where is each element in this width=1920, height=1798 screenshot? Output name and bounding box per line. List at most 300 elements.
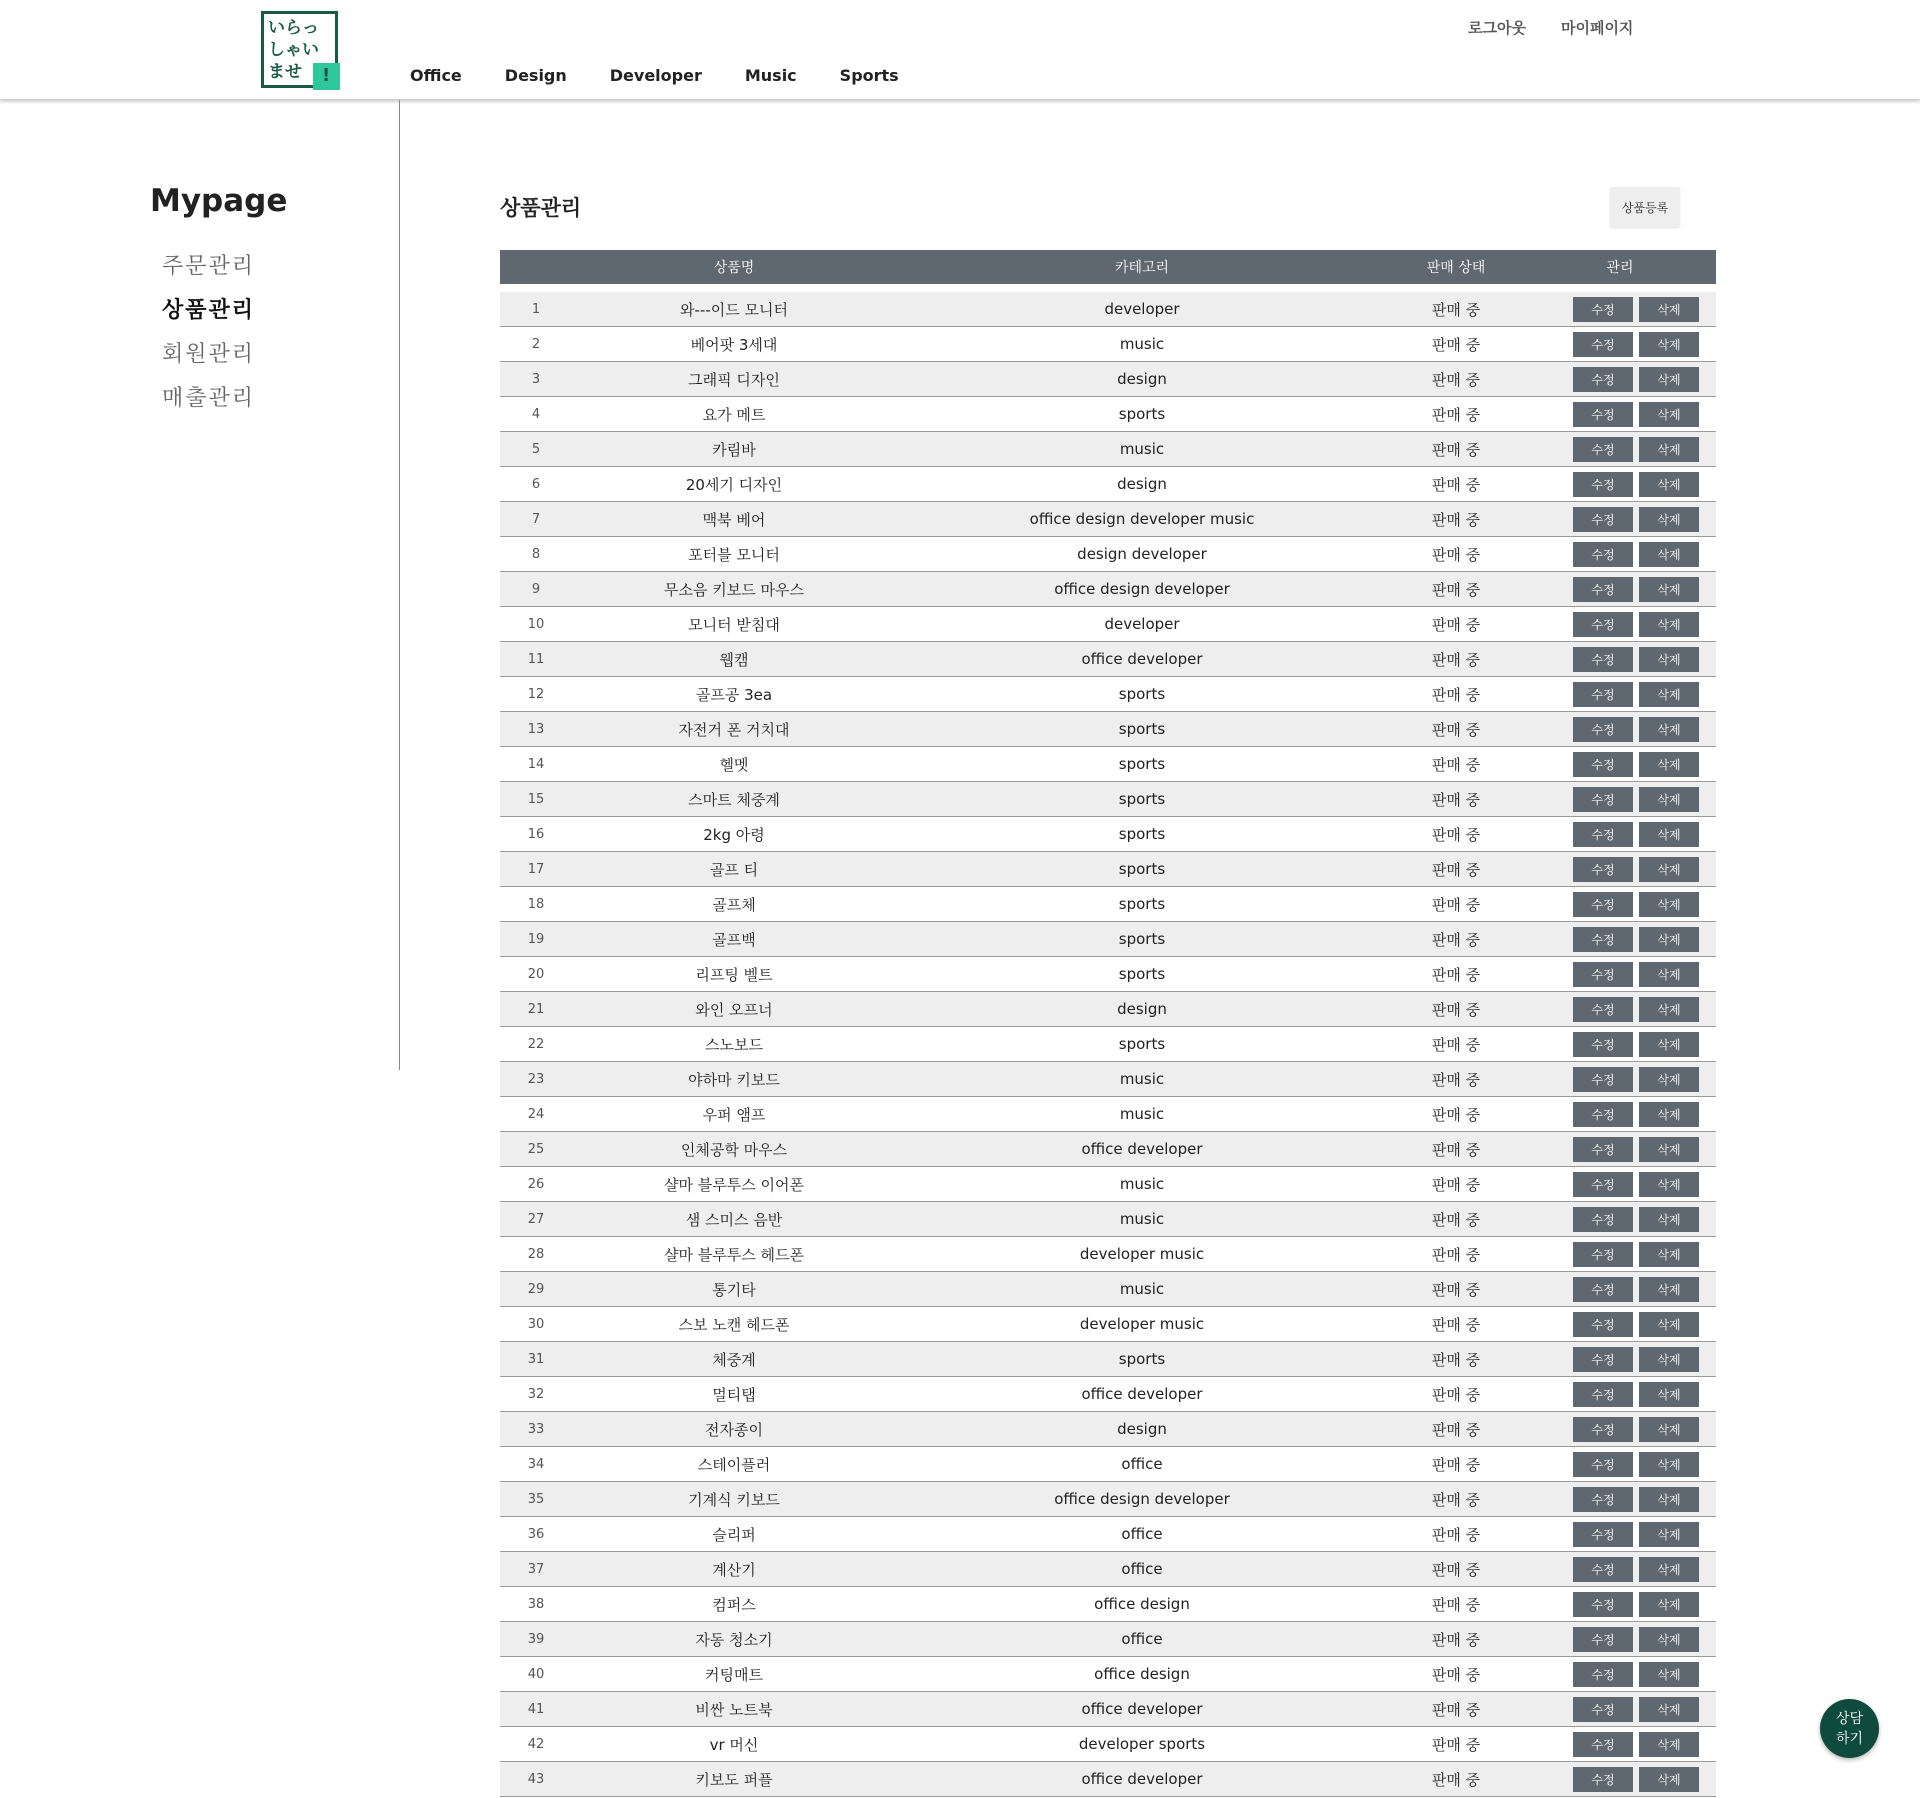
product-category: office design developer music (1029, 510, 1255, 528)
product-category: sports (1118, 930, 1166, 948)
edit-button[interactable]: 수정 (1573, 297, 1633, 322)
row-actions (1524, 507, 1716, 532)
sale-status: 판매 중 (1431, 860, 1481, 879)
row-actions (1524, 787, 1716, 812)
delete-button[interactable]: 삭제 (1639, 752, 1699, 777)
row-number: 38 (527, 1596, 545, 1612)
product-category: office developer (1081, 1770, 1203, 1788)
table-header (500, 250, 1716, 284)
row-actions (1524, 1137, 1716, 1162)
sale-status: 판매 중 (1431, 1560, 1481, 1579)
edit-button[interactable]: 수정 (1573, 717, 1633, 742)
product-category: design developer (1077, 545, 1207, 563)
product-category: office developer (1081, 650, 1203, 668)
table-row (500, 1237, 1716, 1272)
edit-button[interactable]: 수정 (1573, 1732, 1633, 1757)
delete-button[interactable]: 삭제 (1639, 787, 1699, 812)
nav-sports[interactable]: Sports (839, 66, 899, 85)
sale-status: 판매 중 (1431, 685, 1481, 704)
product-category: office design (1094, 1595, 1190, 1613)
delete-button[interactable]: 삭제 (1639, 1137, 1699, 1162)
row-number: 39 (527, 1631, 545, 1647)
row-actions (1524, 367, 1716, 392)
product-name: 스노보드 (705, 1035, 763, 1054)
sale-status: 판매 중 (1431, 1420, 1481, 1439)
main-nav (410, 66, 942, 85)
table-row (500, 712, 1716, 747)
product-category: developer (1104, 300, 1180, 318)
product-name: 무소음 키보드 마우스 (664, 580, 804, 599)
row-actions (1524, 437, 1716, 462)
delete-button[interactable]: 삭제 (1639, 332, 1699, 357)
table-row (500, 1762, 1716, 1797)
nav-office[interactable]: Office (410, 66, 462, 85)
row-number: 42 (527, 1736, 545, 1752)
delete-button[interactable]: 삭제 (1639, 1732, 1699, 1757)
delete-button[interactable]: 삭제 (1639, 1767, 1699, 1792)
row-number: 35 (527, 1491, 545, 1507)
edit-button[interactable]: 수정 (1573, 1627, 1633, 1652)
logo-line3: ませ (268, 62, 302, 82)
delete-button[interactable]: 삭제 (1639, 367, 1699, 392)
edit-button[interactable]: 수정 (1573, 1382, 1633, 1407)
sale-status: 판매 중 (1431, 1070, 1481, 1089)
product-name: 골프공 3ea (695, 685, 773, 704)
product-name: 우퍼 앰프 (702, 1105, 766, 1124)
delete-button[interactable]: 삭제 (1639, 647, 1699, 672)
table-row (500, 1412, 1716, 1447)
table-row (500, 1587, 1716, 1622)
sidebar-item-products[interactable]: 상품관리 (162, 298, 256, 323)
sidebar-item-sales[interactable]: 매출관리 (162, 386, 256, 411)
table-row (500, 607, 1716, 642)
row-actions (1524, 472, 1716, 497)
row-actions (1524, 577, 1716, 602)
nav-developer[interactable]: Developer (609, 66, 702, 85)
product-category: sports (1118, 1350, 1166, 1368)
delete-button[interactable]: 삭제 (1639, 612, 1699, 637)
sale-status: 판매 중 (1431, 650, 1481, 669)
product-category: sports (1118, 895, 1166, 913)
product-name: 그래픽 디자인 (688, 370, 780, 389)
product-category: office developer (1081, 1385, 1203, 1403)
sale-status: 판매 중 (1431, 510, 1481, 529)
sale-status: 판매 중 (1431, 1035, 1481, 1054)
delete-button[interactable]: 삭제 (1639, 1172, 1699, 1197)
delete-button[interactable]: 삭제 (1639, 1067, 1699, 1092)
row-number: 4 (531, 406, 541, 422)
product-name: 키보도 퍼플 (695, 1770, 773, 1789)
edit-button[interactable]: 수정 (1573, 1242, 1633, 1267)
product-category: office developer (1081, 1700, 1203, 1718)
product-category: office design developer (1054, 1490, 1230, 1508)
product-name: 스보 노캔 헤드폰 (678, 1315, 790, 1334)
row-number: 27 (527, 1211, 545, 1227)
edit-button[interactable]: 수정 (1573, 1557, 1633, 1582)
product-name: 계산기 (712, 1560, 756, 1579)
table-row (500, 432, 1716, 467)
row-number: 11 (527, 651, 545, 667)
product-name: 기계식 키보드 (688, 1490, 780, 1509)
sale-status: 판매 중 (1431, 440, 1481, 459)
row-actions (1524, 997, 1716, 1022)
product-category: developer music (1079, 1315, 1205, 1333)
product-name: 2kg 아령 (703, 825, 765, 844)
edit-button[interactable]: 수정 (1573, 1172, 1633, 1197)
delete-button[interactable]: 삭제 (1639, 437, 1699, 462)
delete-button[interactable]: 삭제 (1639, 927, 1699, 952)
product-category: office (1121, 1560, 1163, 1578)
delete-button[interactable]: 삭제 (1639, 577, 1699, 602)
delete-button[interactable]: 삭제 (1639, 1102, 1699, 1127)
site-logo[interactable] (261, 11, 341, 91)
delete-button[interactable]: 삭제 (1639, 682, 1699, 707)
nav-music[interactable]: Music (744, 66, 797, 85)
edit-button[interactable]: 수정 (1573, 1522, 1633, 1547)
delete-button[interactable]: 삭제 (1639, 1662, 1699, 1687)
product-name: 카림바 (712, 440, 756, 459)
table-row (500, 1062, 1716, 1097)
edit-button[interactable]: 수정 (1573, 1207, 1633, 1232)
edit-button[interactable]: 수정 (1573, 1697, 1633, 1722)
row-number: 10 (527, 616, 545, 632)
delete-button[interactable]: 삭제 (1639, 717, 1699, 742)
product-category: sports (1118, 860, 1166, 878)
row-actions (1524, 1557, 1716, 1582)
delete-button[interactable]: 삭제 (1639, 962, 1699, 987)
row-actions (1524, 1452, 1716, 1477)
sale-status: 판매 중 (1431, 1350, 1481, 1369)
row-number: 37 (527, 1561, 545, 1577)
product-name: 20세기 디자인 (685, 475, 783, 494)
edit-button[interactable]: 수정 (1573, 1312, 1633, 1337)
sale-status: 판매 중 (1431, 1665, 1481, 1684)
product-name: 골프 티 (709, 860, 759, 879)
sale-status: 판매 중 (1431, 580, 1481, 599)
product-name: 샬마 블루투스 헤드폰 (664, 1245, 804, 1264)
product-name: 체중계 (712, 1350, 756, 1369)
product-category: design (1117, 475, 1167, 493)
table-row (500, 362, 1716, 397)
sale-status: 판매 중 (1431, 825, 1481, 844)
table-row (500, 1727, 1716, 1762)
row-number: 30 (527, 1316, 545, 1332)
register-product-button[interactable]: 상품등록 (1610, 187, 1680, 227)
row-actions (1524, 402, 1716, 427)
product-category: music (1119, 335, 1165, 353)
product-category: music (1119, 440, 1165, 458)
product-category: sports (1118, 755, 1166, 773)
row-number: 18 (527, 896, 545, 912)
row-number: 14 (527, 756, 545, 772)
edit-button[interactable]: 수정 (1573, 612, 1633, 637)
edit-button[interactable]: 수정 (1573, 857, 1633, 882)
table-row (500, 1307, 1716, 1342)
header-category: 카테고리 (1114, 260, 1170, 276)
delete-button[interactable]: 삭제 (1639, 822, 1699, 847)
row-number: 34 (527, 1456, 545, 1472)
table-row (500, 1692, 1716, 1727)
row-number: 15 (527, 791, 545, 807)
delete-button[interactable]: 삭제 (1639, 1627, 1699, 1652)
product-category: developer (1104, 615, 1180, 633)
product-name: 베어팟 3세대 (690, 335, 778, 354)
delete-button[interactable]: 삭제 (1639, 1697, 1699, 1722)
delete-button[interactable]: 삭제 (1639, 297, 1699, 322)
row-actions (1524, 612, 1716, 637)
table-row (500, 397, 1716, 432)
edit-button[interactable]: 수정 (1573, 1767, 1633, 1792)
edit-button[interactable]: 수정 (1573, 472, 1633, 497)
product-category: office (1121, 1630, 1163, 1648)
row-number: 23 (527, 1071, 545, 1087)
sale-status: 판매 중 (1431, 790, 1481, 809)
product-category: sports (1118, 965, 1166, 983)
table-row (500, 1097, 1716, 1132)
edit-button[interactable]: 수정 (1573, 787, 1633, 812)
row-number: 22 (527, 1036, 545, 1052)
delete-button[interactable]: 삭제 (1639, 1522, 1699, 1547)
row-number: 5 (531, 441, 541, 457)
product-category: design (1117, 370, 1167, 388)
product-name: 샘 스미스 음반 (685, 1210, 783, 1229)
product-name: 리프팅 벨트 (695, 965, 773, 984)
product-name: 멀티탭 (712, 1385, 756, 1404)
product-category: sports (1118, 685, 1166, 703)
row-actions (1524, 332, 1716, 357)
edit-button[interactable]: 수정 (1573, 1592, 1633, 1617)
row-actions (1524, 717, 1716, 742)
table-row (500, 1202, 1716, 1237)
product-category: design (1117, 1000, 1167, 1018)
sale-status: 판매 중 (1431, 1595, 1481, 1614)
product-name: 샬마 블루투스 이어폰 (664, 1175, 804, 1194)
edit-button[interactable]: 수정 (1573, 752, 1633, 777)
table-row (500, 1552, 1716, 1587)
product-category: music (1119, 1280, 1165, 1298)
row-actions (1524, 1417, 1716, 1442)
sale-status: 판매 중 (1431, 1245, 1481, 1264)
delete-button[interactable]: 삭제 (1639, 1207, 1699, 1232)
row-actions (1524, 647, 1716, 672)
delete-button[interactable]: 삭제 (1639, 542, 1699, 567)
product-category: office design developer (1054, 580, 1230, 598)
row-number: 6 (531, 476, 541, 492)
edit-button[interactable]: 수정 (1573, 577, 1633, 602)
edit-button[interactable]: 수정 (1573, 332, 1633, 357)
sale-status: 판매 중 (1431, 1700, 1481, 1719)
sale-status: 판매 중 (1431, 930, 1481, 949)
sale-status: 판매 중 (1431, 1140, 1481, 1159)
edit-button[interactable]: 수정 (1573, 1032, 1633, 1057)
table-row (500, 957, 1716, 992)
sale-status: 판매 중 (1431, 370, 1481, 389)
edit-button[interactable]: 수정 (1573, 402, 1633, 427)
row-number: 43 (527, 1771, 545, 1787)
row-number: 3 (531, 371, 541, 387)
row-actions (1524, 1487, 1716, 1512)
nav-design[interactable]: Design (504, 66, 567, 85)
sale-status: 판매 중 (1431, 1490, 1481, 1509)
product-name: 웹캠 (719, 650, 749, 669)
edit-button[interactable]: 수정 (1573, 682, 1633, 707)
delete-button[interactable]: 삭제 (1639, 1242, 1699, 1267)
row-actions (1524, 1347, 1716, 1372)
row-actions (1524, 1172, 1716, 1197)
product-category: office developer (1081, 1140, 1203, 1158)
edit-button[interactable]: 수정 (1573, 1067, 1633, 1092)
table-row (500, 1132, 1716, 1167)
row-actions (1524, 927, 1716, 952)
delete-button[interactable]: 삭제 (1639, 997, 1699, 1022)
edit-button[interactable]: 수정 (1573, 1417, 1633, 1442)
sale-status: 판매 중 (1431, 1455, 1481, 1474)
product-name: 와인 오프너 (695, 1000, 773, 1019)
table-row (500, 1167, 1716, 1202)
edit-button[interactable]: 수정 (1573, 1137, 1633, 1162)
delete-button[interactable]: 삭제 (1639, 1312, 1699, 1337)
product-name: 야하마 키보드 (688, 1070, 780, 1089)
edit-button[interactable]: 수정 (1573, 1277, 1633, 1302)
product-category: sports (1118, 790, 1166, 808)
row-actions (1524, 1032, 1716, 1057)
edit-button[interactable]: 수정 (1573, 997, 1633, 1022)
product-name: 슬리퍼 (712, 1525, 756, 1544)
edit-button[interactable]: 수정 (1573, 927, 1633, 952)
table-row (500, 502, 1716, 537)
product-category: sports (1118, 825, 1166, 843)
chat-button[interactable] (1820, 1699, 1879, 1758)
row-actions (1524, 962, 1716, 987)
delete-button[interactable]: 삭제 (1639, 402, 1699, 427)
product-category: developer music (1079, 1245, 1205, 1263)
delete-button[interactable]: 삭제 (1639, 857, 1699, 882)
sale-status: 판매 중 (1431, 615, 1481, 634)
product-name: 전자종이 (705, 1420, 763, 1439)
edit-button[interactable]: 수정 (1573, 542, 1633, 567)
table-row (500, 1447, 1716, 1482)
delete-button[interactable]: 삭제 (1639, 1277, 1699, 1302)
delete-button[interactable]: 삭제 (1639, 892, 1699, 917)
delete-button[interactable]: 삭제 (1639, 507, 1699, 532)
product-name: 스테이플러 (697, 1455, 771, 1474)
sale-status: 판매 중 (1431, 1525, 1481, 1544)
delete-button[interactable]: 삭제 (1639, 1557, 1699, 1582)
product-name: 자전거 폰 거치대 (678, 720, 790, 739)
table-row (500, 642, 1716, 677)
edit-button[interactable]: 수정 (1573, 647, 1633, 672)
row-number: 9 (531, 581, 541, 597)
table-row (500, 782, 1716, 817)
row-actions (1524, 822, 1716, 847)
edit-button[interactable]: 수정 (1573, 507, 1633, 532)
sidebar-title: Mypage (150, 183, 288, 219)
table-row (500, 887, 1716, 922)
product-name: 자동 청소기 (695, 1630, 773, 1649)
product-name: 모니터 받침대 (688, 615, 780, 634)
product-category: sports (1118, 405, 1166, 423)
sale-status: 판매 중 (1431, 1735, 1481, 1754)
product-name: 와---이드 모니터 (680, 300, 788, 319)
table-row (500, 537, 1716, 572)
edit-button[interactable]: 수정 (1573, 962, 1633, 987)
delete-button[interactable]: 삭제 (1639, 1592, 1699, 1617)
sale-status: 판매 중 (1431, 300, 1481, 319)
sale-status: 판매 중 (1431, 335, 1481, 354)
row-number: 13 (527, 721, 545, 737)
row-number: 17 (527, 861, 545, 877)
table-row (500, 1342, 1716, 1377)
row-actions (1524, 1207, 1716, 1232)
edit-button[interactable]: 수정 (1573, 892, 1633, 917)
product-name: 스마트 체중계 (688, 790, 780, 809)
chat-label-line1: 상담 (1835, 1710, 1864, 1727)
product-category: sports (1118, 1035, 1166, 1053)
sidebar-menu (162, 251, 255, 427)
table-row (500, 747, 1716, 782)
delete-button[interactable]: 삭제 (1639, 1452, 1699, 1477)
product-name: 인체공학 마우스 (680, 1140, 788, 1159)
row-actions (1524, 542, 1716, 567)
top-links (1468, 17, 1668, 38)
product-name: 헬멧 (719, 755, 749, 774)
sidebar-item-members[interactable]: 회원관리 (162, 342, 256, 367)
mypage-link[interactable]: 마이페이지 (1560, 19, 1634, 37)
row-number: 19 (527, 931, 545, 947)
sale-status: 판매 중 (1431, 1315, 1481, 1334)
row-number: 7 (531, 511, 541, 527)
table-row (500, 327, 1716, 362)
edit-button[interactable]: 수정 (1573, 1487, 1633, 1512)
sidebar-item-orders[interactable]: 주문관리 (162, 254, 256, 279)
row-number: 25 (527, 1141, 545, 1157)
logo-line1: いらっ (268, 18, 319, 38)
sidebar-divider (399, 100, 400, 1070)
edit-button[interactable]: 수정 (1573, 1452, 1633, 1477)
edit-button[interactable]: 수정 (1573, 437, 1633, 462)
row-actions (1524, 892, 1716, 917)
row-number: 16 (527, 826, 545, 842)
product-category: design (1117, 1420, 1167, 1438)
edit-button[interactable]: 수정 (1573, 1347, 1633, 1372)
table-row (500, 572, 1716, 607)
row-number: 20 (527, 966, 545, 982)
row-number: 1 (531, 301, 541, 317)
edit-button[interactable]: 수정 (1573, 1662, 1633, 1687)
sale-status: 판매 중 (1431, 1385, 1481, 1404)
edit-button[interactable]: 수정 (1573, 367, 1633, 392)
edit-button[interactable]: 수정 (1573, 822, 1633, 847)
edit-button[interactable]: 수정 (1573, 1102, 1633, 1127)
table-row (500, 1377, 1716, 1412)
product-category: music (1119, 1105, 1165, 1123)
row-actions (1524, 1522, 1716, 1547)
delete-button[interactable]: 삭제 (1639, 1347, 1699, 1372)
product-name: 골프체 (712, 895, 756, 914)
table-row (500, 992, 1716, 1027)
delete-button[interactable]: 삭제 (1639, 472, 1699, 497)
delete-button[interactable]: 삭제 (1639, 1382, 1699, 1407)
table-row (500, 1027, 1716, 1062)
product-category: office (1121, 1455, 1163, 1473)
delete-button[interactable]: 삭제 (1639, 1417, 1699, 1442)
logout-link[interactable]: 로그아웃 (1468, 19, 1526, 37)
delete-button[interactable]: 삭제 (1639, 1487, 1699, 1512)
row-number: 41 (527, 1701, 545, 1717)
row-actions (1524, 1767, 1716, 1792)
header-name: 상품명 (713, 260, 755, 276)
delete-button[interactable]: 삭제 (1639, 1032, 1699, 1057)
